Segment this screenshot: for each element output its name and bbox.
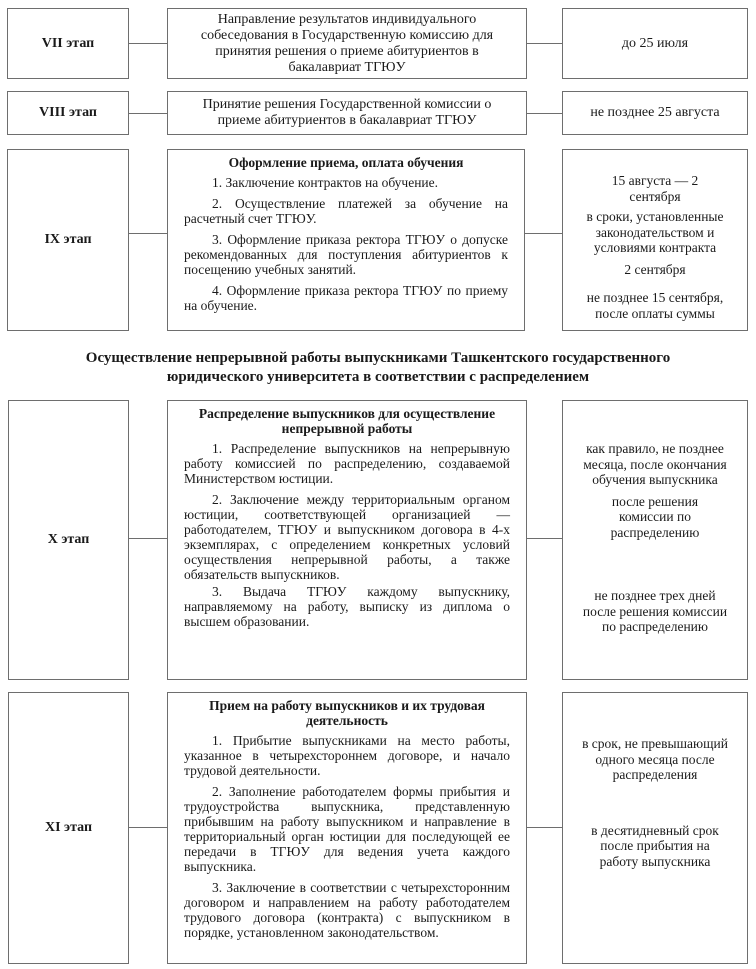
stage-10-deadline-box [562,400,748,680]
stage-9-label-box [7,149,129,331]
stage-11-item: 1. Прибытие выпускниками на место работы, указанное в четырехстороннем договоре, и начало трудовой деятельности. [184,733,510,778]
stage-9-item: 1. Заключение контрактов на обучение. [212,175,439,190]
stage-10-label: X этап [47,532,90,547]
stage-7-deadline-box [562,8,748,79]
stage-9-title: Оформление приема, оплата обучения [228,155,464,170]
stage-7-description-box [167,8,527,79]
stage-10-deadline: после решения комиссии по распределению [610,493,700,540]
connector-line [527,538,562,539]
stage-11-item: 2. Заполнение работодателем формы прибытия и трудоустройства выпускника, представленную прибывшим на работу выпускником и направление в территориальный орган юстиции для последующей ее передачи в ТГЮУ для ведения учета каждого выпускника. [184,784,510,874]
connector-line [129,827,167,828]
stage-9-deadline: 15 августа — 2 сентября [611,173,699,204]
stage-9-deadline-box [562,149,748,331]
stage-11-label-box [8,692,129,964]
stage-9-label: IX этап [44,232,92,247]
stage-11-deadline: в срок, не превышающий одного месяца после распределения [582,736,728,782]
connector-line [527,113,562,114]
connector-line [525,233,562,234]
stage-8-label: VIII этап [39,105,97,120]
stage-9-deadline: 2 сентября [624,261,686,277]
stage-10-deadline: как правило, не позднее месяца, после окончания обучения выпускника [583,441,727,487]
stage-10-item: 3. Выдача ТГЮУ каждому выпускнику, направляемому на работу, выписку из диплома о высшем образовании. [184,584,510,629]
stage-9-item: 2. Осуществление платежей за обучение на расчетный счет ТГЮУ. [184,196,508,226]
stage-7-deadline: до 25 июля [621,35,689,51]
stage-8-deadline: не позднее 25 августа [590,105,720,120]
connector-line [129,538,167,539]
stage-10-title: Распределение выпускников для осуществление непрерывной работы [198,406,496,436]
stage-10-deadline: не позднее трех дней после решения комиссии по распределению [582,588,728,634]
stage-11-deadline-box [562,692,748,964]
stage-7-description: Направление результатов индивидуального собеседования в Государственную комиссию для принятия решения о приеме абитуриентов в бакалавриат ТГЮУ [200,11,494,75]
stage-9-description-box [167,149,525,331]
stage-10-label-box [8,400,129,680]
connector-line [527,43,562,44]
stage-9-deadline: не позднее 15 сентября, после оплаты суммы [586,290,724,321]
stage-11-deadline: в десятидневный срок после прибытия на работу выпускника [591,822,719,869]
stage-7-label: VII этап [41,35,95,51]
stage-11-title: Прием на работу выпускников и их трудовая деятельность [209,698,485,728]
stage-9-item: 3. Оформление приказа ректора ТГЮУ о допуске рекомендованных для поступления абитуриентов к посещению учебных занятий. [184,232,508,277]
connector-line [129,43,167,44]
stage-8-deadline-box [562,91,748,135]
stage-9-deadline: в сроки, установленные законодательством и условиями контракта [586,209,724,255]
connector-line [527,827,562,828]
stage-10-description-box [167,400,527,680]
stage-8-label-box [7,91,129,135]
stage-8-description: Принятие решения Государственной комиссии о приеме абитуриентов в бакалавриат ТГЮУ [202,97,492,128]
stage-11-label: XI этап [44,820,93,835]
stage-7-label-box [7,8,129,79]
connector-line [129,233,167,234]
stage-9-item: 4. Оформление приказа ректора ТГЮУ по приему на обучение. [184,283,508,313]
section-title: Осуществление непрерывной работы выпускниками Ташкентского государственного юридического университета в соответствии с распределением [85,350,671,385]
connector-line [129,113,167,114]
stage-10-item: 1. Распределение выпускников на непрерывную работу комиссией по распределению, создаваемой Министерством юстиции. [184,441,510,486]
stage-10-item: 2. Заключение между территориальным органом юстиции, соответствующей организацией — работодателем, ТГЮУ и выпускником договора в 4-х экземплярах, с определением конкретных условий осуществления непрерывной работы, а также обязательств выпускников. [184,492,510,582]
stage-11-item: 3. Заключение в соответствии с четырехсторонним договором и направлением на работу работодателем трудового договора (контракта) с выпускником в порядке, установленном законодательством. [184,880,510,940]
stage-11-description-box [167,692,527,964]
stage-8-description-box [167,91,527,135]
